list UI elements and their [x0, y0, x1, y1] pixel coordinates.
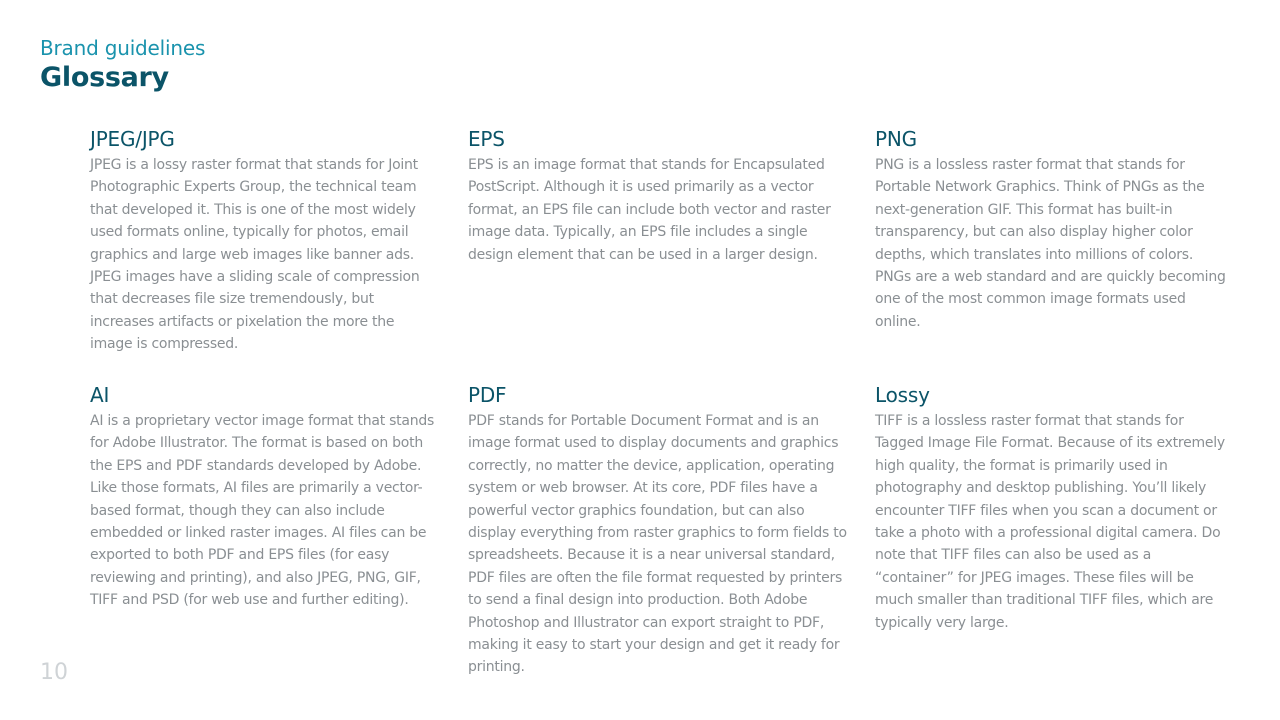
- page-number: 10: [40, 660, 68, 685]
- glossary-definition: PDF stands for Portable Document Format and is an image format used to display documents and graphics correctly, no matter the device, application, operating system or web browser. At its core, PDF files have a powerful vector graphics foundation, but can also display everything from raster graphics to form fields to spreadsheets. Because it is a near universal standard, PDF files are often the file format requested by printers to send a final design into production. Both Adobe Photoshop and Illustrator can export straight to PDF, making it easy to start your design and get it ready for printing.: [468, 413, 847, 676]
- glossary-definition: EPS is an image format that stands for Encapsulated PostScript. Although it is used primarily as a vector format, an EPS file can include both vector and raster image data. Typically, an EPS file includes a single design element that can be used in a larger design.: [468, 157, 831, 263]
- glossary-entry-pdf: [468, 382, 854, 679]
- page-title: Glossary: [40, 62, 169, 93]
- glossary-entry-jpeg: [90, 126, 440, 356]
- section-label: Brand guidelines: [40, 36, 206, 60]
- glossary-term: JPEG/JPG: [90, 127, 175, 151]
- glossary-entry-png: [875, 126, 1227, 333]
- glossary-term: Lossy: [875, 383, 930, 407]
- glossary-definition: PNG is a lossless raster format that stands for Portable Network Graphics. Think of PNGs as the next-generation GIF. This format has built-in transparency, but can also display higher color depths, which translates into millions of colors. PNGs are a web standard and are quickly becoming one of the most common image formats used online.: [875, 157, 1226, 330]
- glossary-entry-ai: [90, 382, 440, 612]
- glossary-definition: TIFF is a lossless raster format that stands for Tagged Image File Format. Because of its extremely high quality, the format is primarily used in photography and desktop publishing. You’ll likely encounter TIFF files when you scan a document or take a photo with a professional digital camera. Do note that TIFF files can also be used as a “container” for JPEG images. These files will be much smaller than traditional TIFF files, which are typically very large.: [875, 413, 1225, 631]
- glossary-term: AI: [90, 383, 110, 407]
- glossary-term: EPS: [468, 127, 505, 151]
- glossary-definition: AI is a proprietary vector image format that stands for Adobe Illustrator. The format is based on both the EPS and PDF standards developed by Adobe. Like those formats, AI files are primarily a vector-based format, though they can also include embedded or linked raster images. AI files can be exported to both PDF and EPS files (for easy reviewing and printing), and also JPEG, PNG, GIF, TIFF and PSD (for web use and further editing).: [90, 413, 435, 609]
- page-header: [40, 35, 640, 95]
- glossary-term: PDF: [468, 383, 507, 407]
- glossary-entry-eps: [468, 126, 838, 266]
- glossary-term: PNG: [875, 127, 917, 151]
- glossary-definition: JPEG is a lossy raster format that stands for Joint Photographic Experts Group, the technical team that developed it. This is one of the most widely used formats online, typically for photos, email graphics and large web images like banner ads. JPEG images have a sliding scale of compression that decreases file size tremendously, but increases artifacts or pixelation the more the image is compressed.: [90, 157, 420, 353]
- glossary-entry-lossy: [875, 382, 1227, 634]
